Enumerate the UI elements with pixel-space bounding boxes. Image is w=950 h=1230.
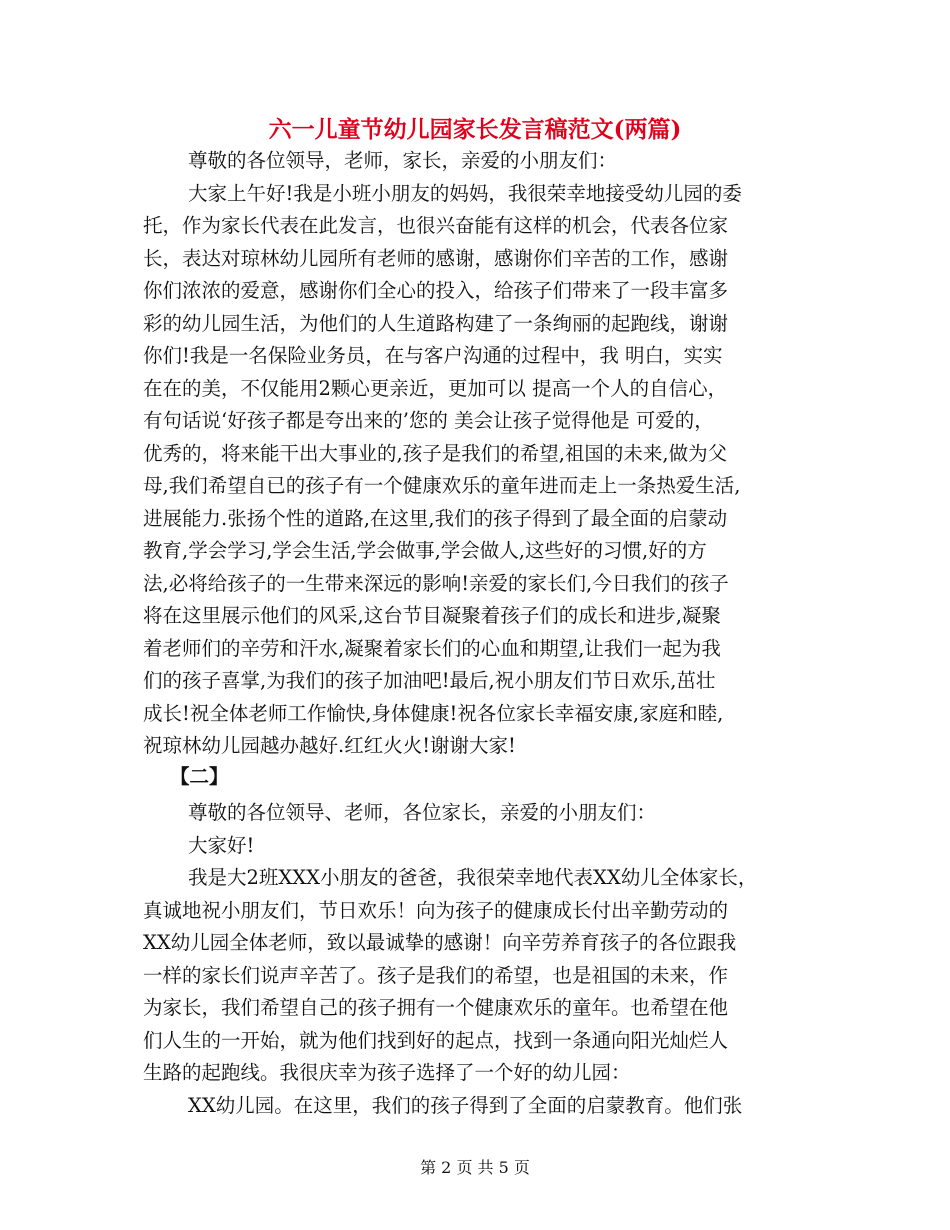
- document-title: 六一儿童节幼儿园家长发言稿范文(两篇): [268, 116, 682, 143]
- text-line: 在在的美，不仅能用2颗心更亲近，更加可以 提高一个人的自信心，: [143, 376, 728, 400]
- text-line: 大家上午好!我是小班小朋友的妈妈，我很荣幸地接受幼儿园的委: [188, 181, 742, 205]
- text-line: 母,我们希望自已的孩子有一个健康欢乐的童年进而走上一条热爱生活,: [143, 474, 741, 497]
- page-footer: 第 2 页 共 5 页: [420, 1158, 530, 1177]
- text-line: 我是大2班XXX小朋友的爸爸，我很荣幸地代表XX幼儿全体家长，: [188, 866, 758, 889]
- text-line: 法,必将给孩子的一生带来深远的影响!亲爱的家长们,今日我们的孩子: [143, 571, 729, 595]
- text-line: 为家长，我们希望自己的孩子拥有一个健康欢乐的童年。也希望在他: [143, 996, 729, 1019]
- text-line: 们人生的一开始，就为他们找到好的起点，找到一条通向阳光灿烂人: [143, 1028, 729, 1052]
- text-line: 托，作为家长代表在此发言，也很兴奋能有这样的机会，代表各位家: [143, 214, 729, 237]
- text-line: 进展能力.张扬个性的道路,在这里,我们的孩子得到了最全面的启蒙动: [143, 506, 728, 530]
- text-line: 们的孩子喜掌,为我们的孩子加油吧!最后,祝小朋友们节日欢乐,茁壮: [143, 669, 716, 692]
- text-line: 真诚地祝小朋友们，节日欢乐！向为孩子的健康成长付出辛勤劳动的: [143, 898, 729, 922]
- speech-two-hello: 大家好!: [188, 833, 255, 857]
- speech-two-greeting: 尊敬的各位领导、老师，各位家长，亲爱的小朋友们：: [188, 801, 657, 824]
- text-line: 你们浓浓的爱意，感谢你们全心的投入，给孩子们带来了一段丰富多: [143, 279, 729, 302]
- text-line: 长，表达对琼林幼儿园所有老师的感谢，感谢你们辛苦的工作，感谢: [143, 246, 729, 270]
- text-line: 彩的幼儿园生活，为他们的人生道路构建了一条绚丽的起跑线，谢谢: [143, 311, 729, 335]
- speech-one: [143, 145, 823, 763]
- text-line: 一样的家长们说声辛苦了。孩子是我们的希望，也是祖国的未来，作: [143, 963, 729, 987]
- text-line: 成长!祝全体老师工作愉快,身体健康!祝各位家长幸福安康,家庭和睦,: [143, 701, 724, 725]
- text-line: 优秀的，将来能干出大事业的,孩子是我们的希望,祖国的未来,做为父: [143, 441, 728, 465]
- text-line: 祝琼林幼儿园越办越好.红红火火!谢谢大家!: [143, 734, 516, 757]
- section-marker: 【二】: [170, 765, 229, 788]
- text-line: XX幼儿园全体老师，致以最诚挚的感谢！向辛劳养育孩子的各位跟我: [143, 931, 737, 954]
- speech-one-greeting: 尊敬的各位领导，老师，家长，亲爱的小朋友们：: [188, 149, 618, 172]
- text-line: XX幼儿园。在这里，我们的孩子得到了全面的启蒙教育。他们张: [188, 1093, 743, 1117]
- text-line: 着老师们的辛劳和汗水,凝聚着家长们的心血和期望,让我们一起为我: [143, 636, 721, 660]
- text-line: 你们!我是一名保险业务员，在与客户沟通的过程中，我 明白，实实: [143, 344, 723, 367]
- text-line: 将在这里展示他们的风采,这台节目凝聚着孩子们的成长和进步,凝聚: [143, 604, 721, 627]
- speech-two: [143, 797, 823, 1122]
- text-line: 有句话说‘好孩子都是夸出来的’您的 美会让孩子觉得他是 可爱的，: [143, 409, 714, 432]
- text-line: 生路的起跑线。我很庆幸为孩子选择了一个好的幼儿园：: [143, 1061, 631, 1084]
- text-line: 教育,学会学习,学会生活,学会做事,学会做人,这些好的习惯,好的方: [143, 539, 707, 562]
